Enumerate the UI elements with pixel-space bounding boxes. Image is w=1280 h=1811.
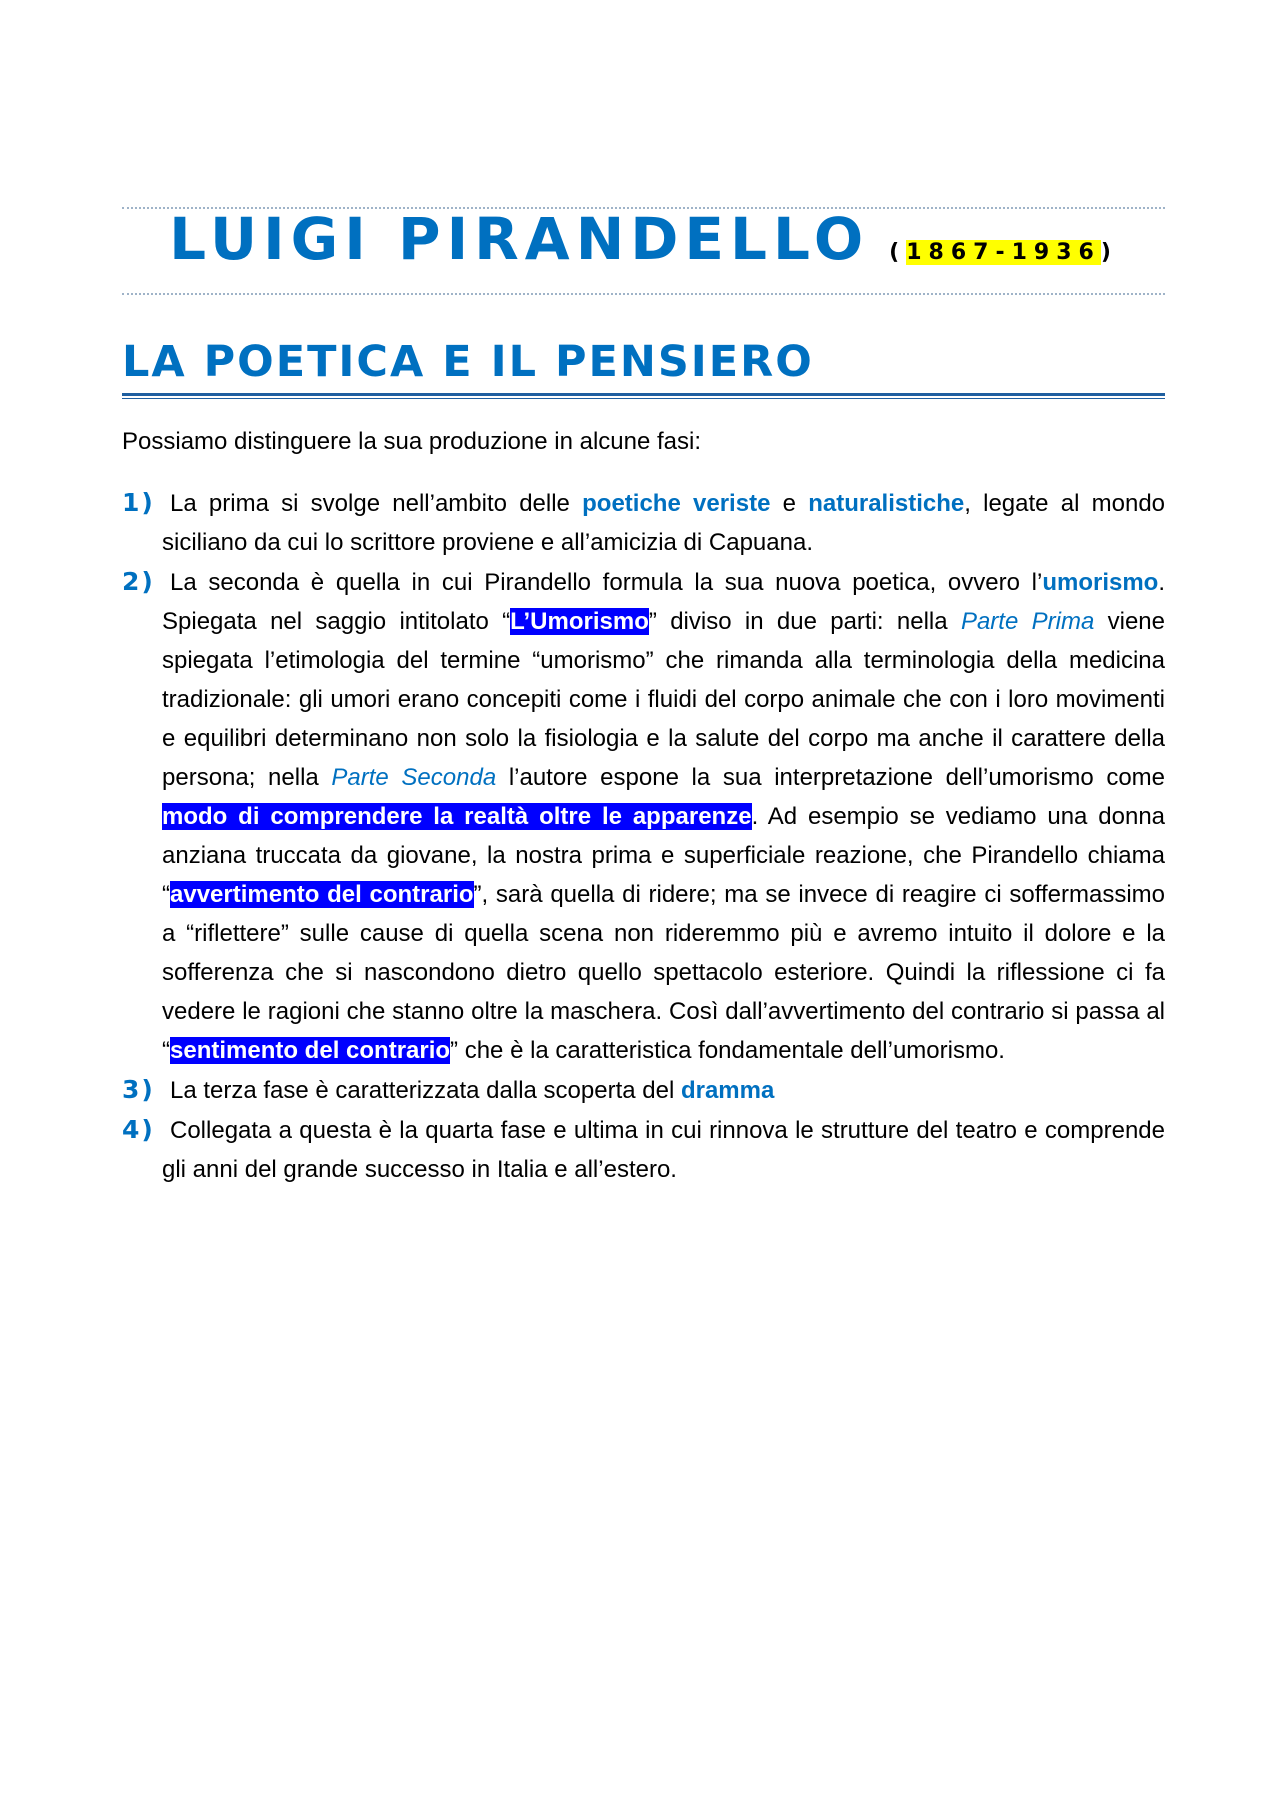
heading-underline-thick xyxy=(122,393,1165,396)
keyword-naturalistiche: naturalistiche xyxy=(808,490,965,517)
phase-2-text: ” diviso in due parti: nella xyxy=(648,608,961,635)
author-dates xyxy=(889,240,1118,265)
phase-2-text: l’autore espone la sua interpretazione dell’umorismo come xyxy=(496,764,1166,791)
phase-1-text: La prima si svolge nell’ambito delle xyxy=(170,490,583,517)
highlight-sentimento-del-contrario: sentimento del contrario xyxy=(170,1037,451,1064)
phase-2-text: La seconda è quella in cui Pirandello formula la sua nuova poetica, ovvero l’ xyxy=(170,569,1043,596)
phase-item-2 xyxy=(122,562,1165,1070)
phase-number-3: 3) xyxy=(122,1075,155,1104)
dates-open-paren: ( xyxy=(889,240,907,265)
phase-number-2: 2) xyxy=(122,567,155,596)
italic-parte-prima: Parte Prima xyxy=(960,608,1095,635)
highlight-modo-di-comprendere: modo di comprendere la realtà oltre le apparenze xyxy=(162,803,752,830)
phases-list xyxy=(122,483,1165,1189)
phase-item-3 xyxy=(122,1070,1165,1110)
title-block xyxy=(122,207,1165,295)
heading-underline xyxy=(122,393,1165,399)
phase-1-text: e xyxy=(770,490,809,517)
phase-2-text: . Ad esempio se vediamo una donna anziana truccata da giovane, la nostra prima e superficiale reazione, che Pirandello chiama “ xyxy=(162,803,1166,908)
phase-4-text: Collegata a questa è la quarta fase e ultima in cui rinnova le strutture del teatro e comprende gli anni del grande successo in Italia e all’estero. xyxy=(162,1117,1165,1183)
section-heading: LA POETICA E IL PENSIERO xyxy=(122,337,814,387)
dates-years: 1867-1936 xyxy=(906,240,1101,265)
keyword-dramma: dramma xyxy=(680,1077,775,1104)
phase-2-text: ” che è la caratteristica fondamentale dell’umorismo. xyxy=(450,1037,1005,1064)
heading-underline-thin xyxy=(122,398,1165,399)
author-name: LUIGI PIRANDELLO xyxy=(169,205,870,273)
intro-paragraph: Possiamo distinguere la sua produzione in alcune fasi: xyxy=(122,428,702,455)
phase-2-text: ”, sarà quella di ridere; ma se invece di reagire ci soffermassimo a “riflettere” sulle cause di quella scena non rideremmo più e avremo intuito il dolore e la sofferenza che si nascondono dietro quello spettacolo esteriore. Quindi la riflessione ci fa vedere le ragioni che stanno oltre la maschera. Così dall’avvertimento del contrario si passa al “ xyxy=(162,881,1165,1064)
phase-number-1: 1) xyxy=(122,488,155,517)
phase-1-text: , legate al mondo siciliano da cui lo scrittore proviene e all’amicizia di Capuana. xyxy=(162,490,1166,556)
document-title xyxy=(169,205,1118,282)
phase-2-text: viene spiegata l’etimologia del termine “umorismo” che rimanda alla terminologia della medicina tradizionale: gli umori erano concepiti come i fluidi del corpo animale che con i loro movimenti e equilibri determinano non solo la fisiologia e la salute del corpo ma anche il carattere della persona; nella xyxy=(162,608,1165,791)
keyword-umorismo: umorismo xyxy=(1042,569,1159,596)
keyword-poetiche-veriste: poetiche veriste xyxy=(582,490,771,517)
dates-close-paren: ) xyxy=(1100,240,1118,265)
italic-parte-seconda: Parte Seconda xyxy=(331,764,497,791)
phase-2-text: . Spiegata nel saggio intitolato “ xyxy=(162,569,1165,635)
document-content xyxy=(122,207,1165,1189)
phase-3-text: La terza fase è caratterizzata dalla scoperta del xyxy=(170,1077,681,1104)
phase-item-4 xyxy=(122,1110,1165,1189)
phase-item-1 xyxy=(122,483,1165,562)
highlight-essay-title: L’Umorismo xyxy=(510,608,649,635)
phase-number-4: 4) xyxy=(122,1115,155,1144)
highlight-avvertimento-del-contrario: avvertimento del contrario xyxy=(170,881,474,908)
